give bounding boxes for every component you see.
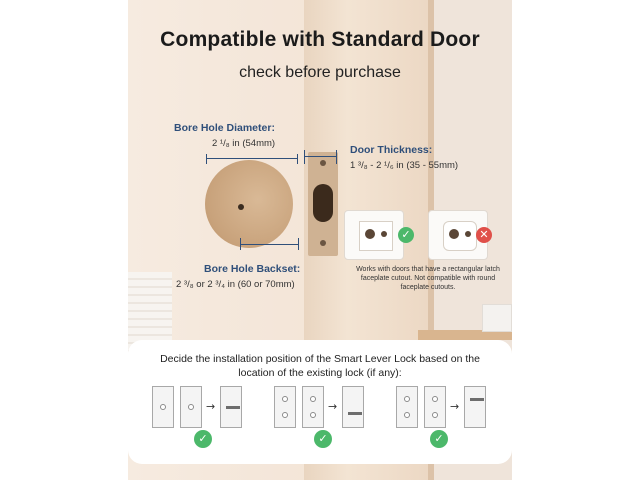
door-thickness-value: 1 ³/₈ - 2 ¹/₆ in (35 - 55mm)	[350, 160, 459, 171]
bore-hole-backset-label: Bore Hole Backset:	[204, 263, 301, 275]
installation-instruction: Decide the installation position of the Smart Lever Lock based on the location of the existing lock (if any):	[160, 353, 480, 379]
bore-hole-diameter-label: Bore Hole Diameter:	[174, 122, 275, 134]
knob-icon	[282, 396, 288, 402]
faceplate-compatibility-note: Works with doors that have a rectangular latch faceplate cutout. Not compatible with round faceplate cutouts.	[356, 266, 500, 291]
round-faceplate	[443, 221, 477, 251]
bore-center-dot	[238, 204, 244, 210]
arrow-right-icon: →	[328, 400, 338, 413]
lever-icon	[226, 406, 240, 409]
door-panel-existing	[274, 386, 296, 428]
check-icon: ✓	[430, 430, 448, 448]
screw-hole-top	[320, 160, 326, 166]
cross-icon: ✕	[476, 227, 492, 243]
door-panel-result	[342, 386, 364, 428]
faceplate-small-hole	[381, 231, 387, 237]
knob-icon	[404, 412, 410, 418]
knob-icon	[188, 404, 194, 410]
product-image	[128, 0, 512, 480]
lever-icon	[470, 398, 484, 401]
bore-hole-illustration	[205, 160, 293, 248]
knob-icon	[404, 396, 410, 402]
knob-icon	[310, 396, 316, 402]
faceplate-small-hole	[465, 231, 471, 237]
box	[482, 304, 512, 332]
knob-icon	[160, 404, 166, 410]
check-icon: ✓	[194, 430, 212, 448]
bore-hole-backset-value: 2 ³/₈ or 2 ³/₄ in (60 or 70mm)	[176, 279, 295, 290]
screw-hole-bottom	[320, 240, 326, 246]
door-panel-existing	[424, 386, 446, 428]
faceplate-hole	[449, 229, 459, 239]
knob-icon	[432, 412, 438, 418]
lever-icon	[348, 412, 362, 415]
backset-tick-right	[298, 238, 299, 250]
page-title: Compatible with Standard Door	[160, 28, 480, 51]
check-icon: ✓	[398, 227, 414, 243]
faceplate-hole	[365, 229, 375, 239]
backset-dimension-line	[240, 244, 298, 245]
rectangular-faceplate-card	[344, 210, 404, 260]
bore-hole-diameter-value: 2 ¹/₈ in (54mm)	[212, 138, 276, 149]
installation-option-3	[396, 384, 492, 432]
page-subtitle: check before purchase	[239, 64, 401, 81]
thickness-tick-left	[304, 150, 305, 164]
door-panel-existing	[396, 386, 418, 428]
rectangular-faceplate	[359, 221, 393, 251]
door-panel-existing	[302, 386, 324, 428]
arrow-right-icon: →	[206, 400, 216, 413]
knob-icon	[432, 396, 438, 402]
check-icon: ✓	[314, 430, 332, 448]
door-thickness-label: Door Thickness:	[350, 144, 433, 156]
knob-icon	[310, 412, 316, 418]
thickness-tick-right	[336, 150, 337, 164]
knob-icon	[282, 412, 288, 418]
installation-option-1	[152, 384, 248, 432]
door-panel-result	[464, 386, 486, 428]
installation-option-2	[274, 384, 370, 432]
arrow-right-icon: →	[450, 400, 460, 413]
latch-hole	[313, 184, 333, 222]
thickness-dimension-line	[304, 156, 336, 157]
